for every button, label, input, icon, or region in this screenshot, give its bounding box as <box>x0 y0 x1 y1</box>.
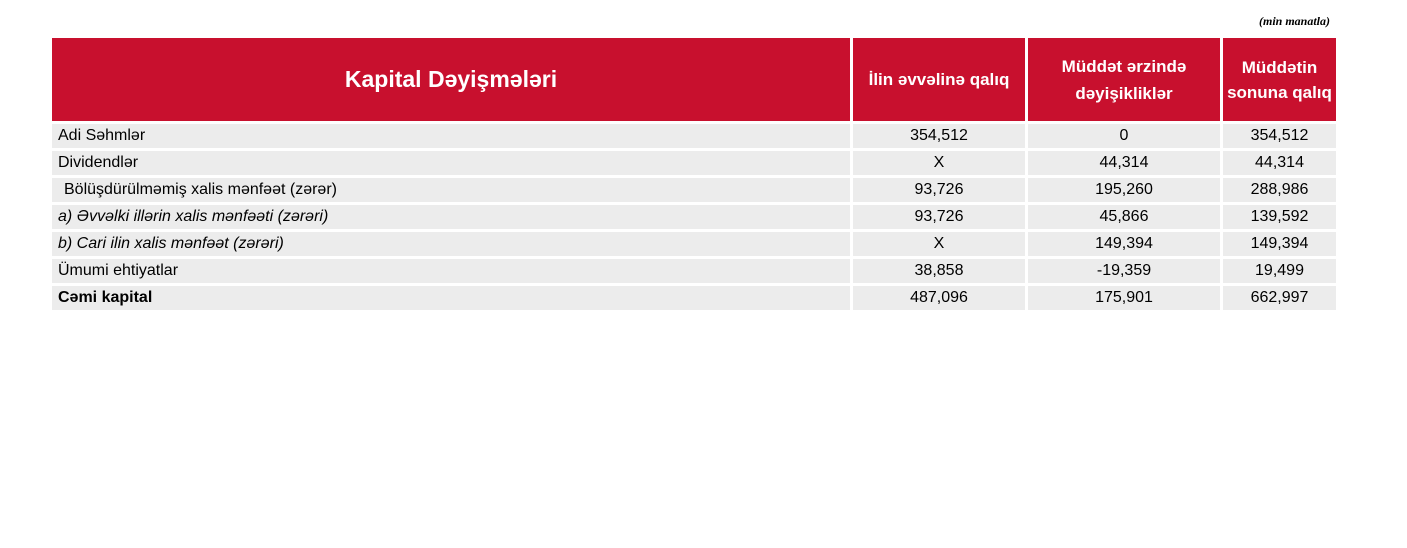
row-label: Bölüşdürülməmiş xalis mənfəət (zərər) <box>52 178 850 202</box>
table-row-total <box>52 286 1336 310</box>
table-row <box>52 259 1336 283</box>
table-row <box>52 124 1336 148</box>
cell-start: X <box>853 232 1025 256</box>
cell-change: 149,394 <box>1028 232 1220 256</box>
cell-change: 0 <box>1028 124 1220 148</box>
column-header-end: Müddətin sonuna qalıq <box>1223 38 1336 121</box>
cell-start: 354,512 <box>853 124 1025 148</box>
row-label: b) Cari ilin xalis mənfəət (zərəri) <box>52 232 850 256</box>
cell-end: 149,394 <box>1223 232 1336 256</box>
capital-changes-table <box>49 35 1339 313</box>
cell-change: 175,901 <box>1028 286 1220 310</box>
row-label: Adi Səhmlər <box>52 124 850 148</box>
row-label: a) Əvvəlki illərin xalis mənfəəti (zərəri) <box>52 205 850 229</box>
column-header-start: İlin əvvəlinə qalıq <box>853 38 1025 121</box>
cell-change: -19,359 <box>1028 259 1220 283</box>
cell-change: 195,260 <box>1028 178 1220 202</box>
cell-end: 288,986 <box>1223 178 1336 202</box>
table-title: Kapital Dəyişmələri <box>52 38 850 121</box>
row-label: Cəmi kapital <box>52 286 850 310</box>
cell-end: 44,314 <box>1223 151 1336 175</box>
cell-end: 139,592 <box>1223 205 1336 229</box>
table-row <box>52 151 1336 175</box>
table-row <box>52 205 1336 229</box>
cell-start: 93,726 <box>853 205 1025 229</box>
table-row <box>52 232 1336 256</box>
cell-start: 93,726 <box>853 178 1025 202</box>
cell-change: 45,866 <box>1028 205 1220 229</box>
cell-start: X <box>853 151 1025 175</box>
row-label: Dividendlər <box>52 151 850 175</box>
table-header-row <box>52 38 1336 121</box>
table-row <box>52 178 1336 202</box>
cell-start: 38,858 <box>853 259 1025 283</box>
unit-note: (min manatla) <box>1258 14 1330 28</box>
cell-change: 44,314 <box>1028 151 1220 175</box>
row-label: Ümumi ehtiyatlar <box>52 259 850 283</box>
cell-start: 487,096 <box>853 286 1025 310</box>
cell-end: 354,512 <box>1223 124 1336 148</box>
column-header-change: Müddət ərzində dəyişikliklər <box>1028 38 1220 121</box>
cell-end: 19,499 <box>1223 259 1336 283</box>
cell-end: 662,997 <box>1223 286 1336 310</box>
